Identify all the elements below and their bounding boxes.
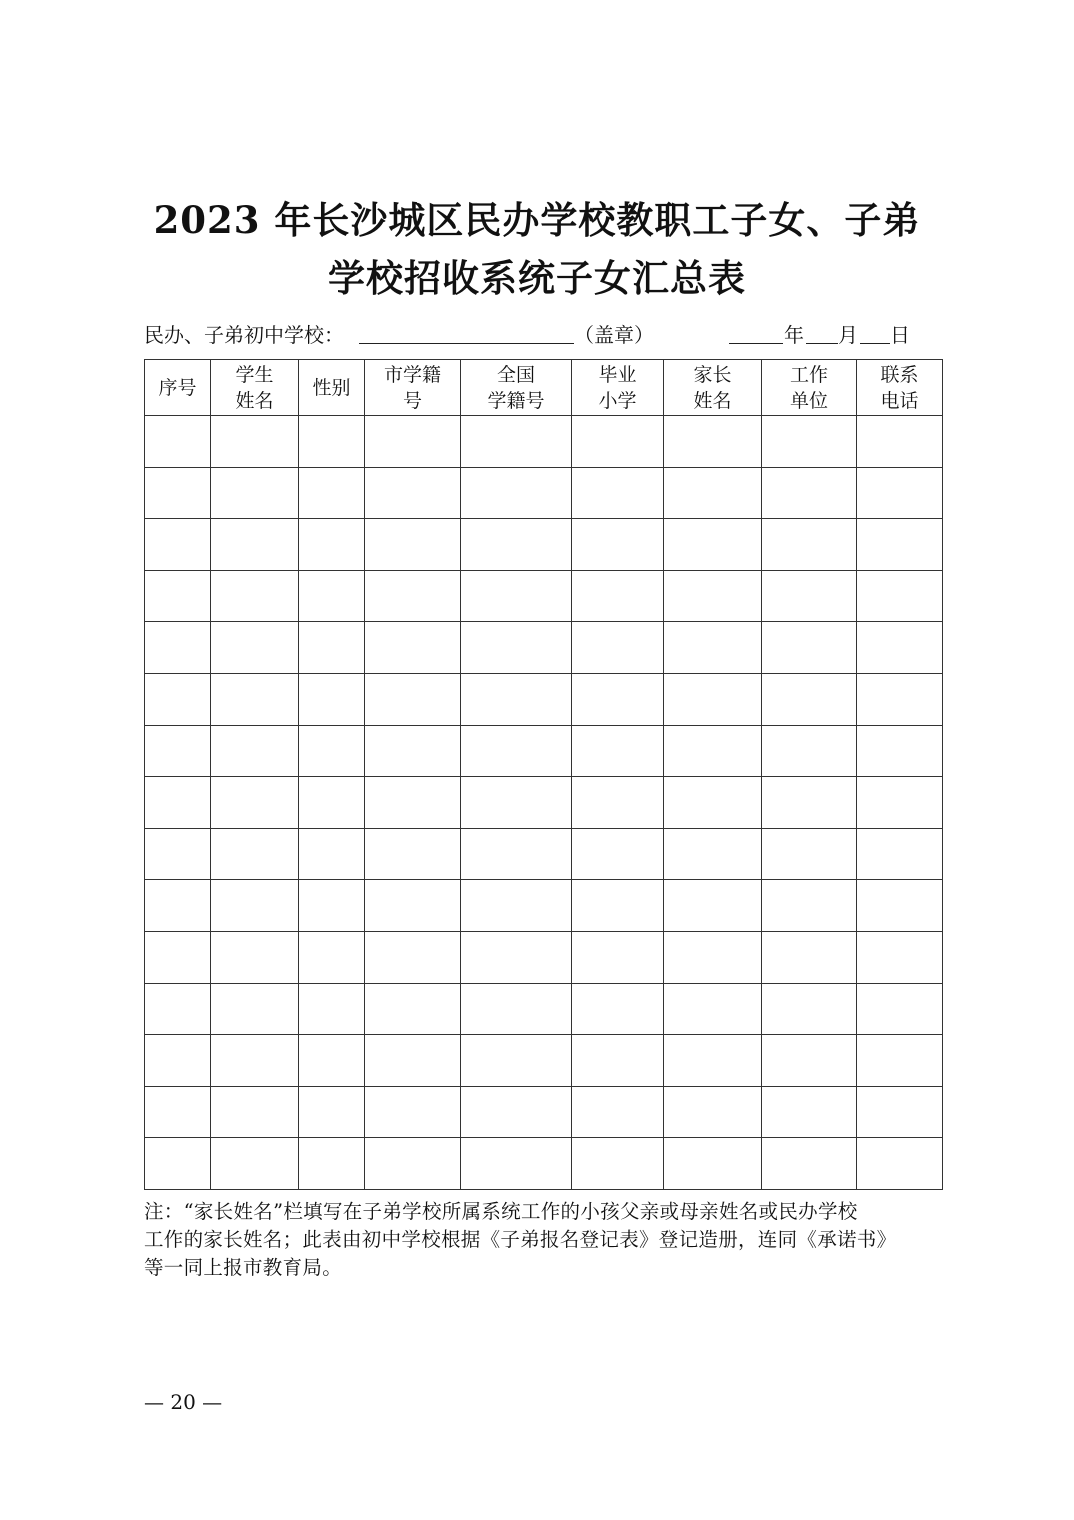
table-cell[interactable]: [365, 467, 461, 519]
table-cell[interactable]: [572, 1138, 664, 1190]
table-cell[interactable]: [572, 467, 664, 519]
table-cell[interactable]: [461, 570, 572, 622]
table-cell[interactable]: [762, 1035, 857, 1087]
table-cell[interactable]: [461, 828, 572, 880]
table-row: [145, 828, 943, 880]
table-cell[interactable]: [664, 519, 762, 571]
footnote-line-2: 工作的家长姓名；此表由初中学校根据《子弟报名登记表》登记造册，连同《承诺书》: [144, 1228, 897, 1251]
table-cell[interactable]: [299, 1035, 365, 1087]
table-cell[interactable]: [299, 570, 365, 622]
table-cell[interactable]: [461, 983, 572, 1035]
table-cell[interactable]: [365, 519, 461, 571]
table-cell[interactable]: [365, 725, 461, 777]
column-header-text: 毕业: [598, 363, 637, 386]
table-row: [145, 931, 943, 983]
column-header: [461, 360, 572, 416]
table-cell[interactable]: [145, 467, 211, 519]
table-cell[interactable]: [762, 416, 857, 468]
table-cell[interactable]: [365, 880, 461, 932]
table-cell[interactable]: [572, 931, 664, 983]
table-cell[interactable]: [461, 725, 572, 777]
table-row: [145, 467, 943, 519]
table-row: [145, 725, 943, 777]
year-blank[interactable]: [729, 343, 783, 344]
table-cell[interactable]: [299, 1138, 365, 1190]
table-cell[interactable]: [857, 880, 943, 932]
table-cell[interactable]: [572, 828, 664, 880]
table-cell[interactable]: [857, 570, 943, 622]
day-label: 日: [890, 323, 910, 347]
table-cell[interactable]: [857, 1138, 943, 1190]
table-row: [145, 777, 943, 829]
table-cell[interactable]: [857, 673, 943, 725]
table-cell[interactable]: [145, 983, 211, 1035]
table-cell[interactable]: [664, 828, 762, 880]
table-cell[interactable]: [145, 1138, 211, 1190]
table-cell[interactable]: [299, 673, 365, 725]
table-cell[interactable]: [664, 622, 762, 674]
table-cell[interactable]: [145, 1035, 211, 1087]
school-label: 民办、子弟初中学校：: [144, 323, 344, 347]
table-cell[interactable]: [211, 519, 299, 571]
table-cell[interactable]: [299, 1086, 365, 1138]
month-blank[interactable]: [806, 343, 838, 344]
column-header-text: 市学籍: [383, 363, 441, 386]
column-header-text: 联系: [880, 363, 919, 386]
table-cell[interactable]: [664, 777, 762, 829]
table-cell[interactable]: [664, 983, 762, 1035]
table-cell[interactable]: [572, 725, 664, 777]
table-cell[interactable]: [461, 1086, 572, 1138]
table-cell[interactable]: [762, 828, 857, 880]
table-cell[interactable]: [211, 983, 299, 1035]
column-header-text: 单位: [789, 389, 828, 412]
column-header-text: 家长: [693, 363, 732, 386]
column-header: [664, 360, 762, 416]
table-cell[interactable]: [857, 983, 943, 1035]
table-cell[interactable]: [664, 1035, 762, 1087]
table-cell[interactable]: [365, 983, 461, 1035]
table-cell[interactable]: [145, 1086, 211, 1138]
table-cell[interactable]: [299, 519, 365, 571]
table-cell[interactable]: [211, 725, 299, 777]
table-cell[interactable]: [857, 467, 943, 519]
table-cell[interactable]: [211, 570, 299, 622]
table-cell[interactable]: [461, 673, 572, 725]
table-cell[interactable]: [299, 725, 365, 777]
table-cell[interactable]: [857, 931, 943, 983]
column-header-text: 姓名: [693, 389, 732, 412]
table-row: [145, 416, 943, 468]
table-row: [145, 1138, 943, 1190]
column-header-text: 性别: [312, 376, 351, 399]
table-cell[interactable]: [365, 777, 461, 829]
document-title-line-2: 学校招收系统子女汇总表: [328, 256, 746, 300]
summary-table: [144, 359, 943, 1190]
table-cell[interactable]: [857, 1035, 943, 1087]
column-header-text: 学生: [235, 363, 274, 386]
table-cell[interactable]: [857, 725, 943, 777]
table-cell[interactable]: [461, 880, 572, 932]
table-cell[interactable]: [762, 725, 857, 777]
table-cell[interactable]: [762, 519, 857, 571]
table-cell[interactable]: [664, 416, 762, 468]
table-cell[interactable]: [211, 416, 299, 468]
table-cell[interactable]: [211, 673, 299, 725]
day-blank[interactable]: [860, 343, 890, 344]
table-cell[interactable]: [461, 416, 572, 468]
column-header-text: 工作: [789, 363, 828, 386]
table-cell[interactable]: [572, 777, 664, 829]
month-label: 月: [838, 323, 858, 347]
column-header: [145, 360, 211, 416]
table-cell[interactable]: [461, 777, 572, 829]
table-cell[interactable]: [857, 519, 943, 571]
table-cell[interactable]: [664, 673, 762, 725]
page-number: — 20 —: [144, 1390, 223, 1414]
table-row: [145, 1086, 943, 1138]
table-cell[interactable]: [365, 416, 461, 468]
table-cell[interactable]: [365, 1035, 461, 1087]
school-name-blank[interactable]: [359, 343, 574, 344]
table-cell[interactable]: [145, 828, 211, 880]
table-cell[interactable]: [572, 1086, 664, 1138]
table-cell[interactable]: [145, 931, 211, 983]
table-cell[interactable]: [211, 931, 299, 983]
seal-label: （盖章）: [574, 323, 654, 347]
table-cell[interactable]: [145, 622, 211, 674]
footnote-line-3: 等一同上报市教育局。: [144, 1256, 343, 1279]
footnote: [144, 1198, 944, 1282]
table-row: [145, 519, 943, 571]
column-header: [572, 360, 664, 416]
table-cell[interactable]: [145, 880, 211, 932]
table-row: [145, 880, 943, 932]
table-cell[interactable]: [145, 673, 211, 725]
table-cell[interactable]: [211, 828, 299, 880]
table-cell[interactable]: [211, 467, 299, 519]
table-cell[interactable]: [762, 570, 857, 622]
column-header: [762, 360, 857, 416]
table-cell[interactable]: [211, 1138, 299, 1190]
table-cell[interactable]: [145, 519, 211, 571]
table-cell[interactable]: [664, 467, 762, 519]
table-cell[interactable]: [572, 673, 664, 725]
column-header: [857, 360, 943, 416]
column-header-text: 小学: [598, 389, 637, 412]
table-cell[interactable]: [762, 673, 857, 725]
table-cell[interactable]: [145, 416, 211, 468]
form-meta-line: [144, 320, 944, 350]
column-header-text: 姓名: [235, 389, 274, 412]
column-header-text: 全国: [496, 363, 535, 386]
table-cell[interactable]: [762, 1138, 857, 1190]
table-cell[interactable]: [664, 1138, 762, 1190]
table-cell[interactable]: [572, 983, 664, 1035]
table-cell[interactable]: [857, 416, 943, 468]
table-cell[interactable]: [365, 1086, 461, 1138]
table-cell[interactable]: [762, 931, 857, 983]
table-cell[interactable]: [572, 416, 664, 468]
table-cell[interactable]: [857, 828, 943, 880]
table-cell[interactable]: [762, 983, 857, 1035]
table-cell[interactable]: [365, 931, 461, 983]
column-header: [299, 360, 365, 416]
table-cell[interactable]: [299, 828, 365, 880]
table-cell[interactable]: [762, 777, 857, 829]
column-header-text: 电话: [880, 389, 919, 412]
table-cell[interactable]: [664, 725, 762, 777]
table-cell[interactable]: [365, 673, 461, 725]
table-cell[interactable]: [365, 570, 461, 622]
table-cell[interactable]: [664, 931, 762, 983]
table-cell[interactable]: [299, 931, 365, 983]
table-cell[interactable]: [572, 880, 664, 932]
table-cell[interactable]: [762, 1086, 857, 1138]
column-header: [211, 360, 299, 416]
column-header-text: 学籍号: [487, 389, 545, 412]
column-header-text: 号: [402, 389, 422, 412]
table-cell[interactable]: [461, 622, 572, 674]
footnote-line-1: 注：“家长姓名”栏填写在子弟学校所属系统工作的小孩父亲或母亲姓名或民办学校: [144, 1200, 858, 1223]
table-cell[interactable]: [299, 983, 365, 1035]
table-cell[interactable]: [762, 880, 857, 932]
table-cell[interactable]: [664, 570, 762, 622]
table-cell[interactable]: [857, 777, 943, 829]
table-cell[interactable]: [664, 1086, 762, 1138]
table-cell[interactable]: [211, 1035, 299, 1087]
table-cell[interactable]: [299, 777, 365, 829]
table-cell[interactable]: [461, 467, 572, 519]
table-cell[interactable]: [145, 570, 211, 622]
table-cell[interactable]: [145, 725, 211, 777]
table-row: [145, 570, 943, 622]
table-cell[interactable]: [299, 416, 365, 468]
table-cell[interactable]: [572, 570, 664, 622]
table-cell[interactable]: [461, 1035, 572, 1087]
year-label: 年: [784, 323, 804, 347]
document-title-line-1: 2023 年长沙城区民办学校教职工子女、子弟: [153, 198, 921, 242]
table-cell[interactable]: [365, 622, 461, 674]
table-row: [145, 673, 943, 725]
table-cell[interactable]: [299, 622, 365, 674]
table-header-row: [145, 360, 943, 416]
table-cell[interactable]: [461, 931, 572, 983]
table-cell[interactable]: [572, 622, 664, 674]
table-row: [145, 622, 943, 674]
table-cell[interactable]: [762, 467, 857, 519]
table-cell[interactable]: [211, 622, 299, 674]
table-cell[interactable]: [211, 880, 299, 932]
table-cell[interactable]: [145, 777, 211, 829]
table-cell[interactable]: [762, 622, 857, 674]
table-cell[interactable]: [299, 467, 365, 519]
table-cell[interactable]: [211, 1086, 299, 1138]
table-cell[interactable]: [299, 880, 365, 932]
table-cell[interactable]: [857, 1086, 943, 1138]
table-row: [145, 1035, 943, 1087]
table-body: [145, 416, 943, 1190]
column-header: [365, 360, 461, 416]
table-cell[interactable]: [664, 880, 762, 932]
table-cell[interactable]: [857, 622, 943, 674]
table-cell[interactable]: [572, 519, 664, 571]
table-cell[interactable]: [461, 519, 572, 571]
table-cell[interactable]: [211, 777, 299, 829]
table-cell[interactable]: [572, 1035, 664, 1087]
column-header-text: 序号: [158, 376, 197, 399]
table-cell[interactable]: [365, 828, 461, 880]
table-cell[interactable]: [461, 1138, 572, 1190]
table-cell[interactable]: [365, 1138, 461, 1190]
table-row: [145, 983, 943, 1035]
